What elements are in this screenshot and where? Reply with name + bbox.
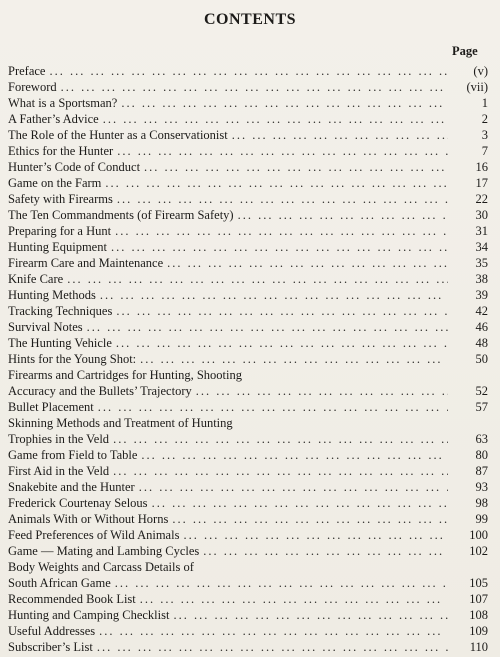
toc-entry-line: [8, 319, 488, 335]
toc-page-number: 17: [475, 176, 488, 190]
dot-leader: [115, 223, 448, 239]
toc-page-number: 100: [469, 528, 488, 542]
dot-leader: [238, 207, 448, 223]
toc-entry-title: First Aid in the Veld: [8, 464, 110, 478]
toc-entry-line: [8, 79, 488, 95]
toc-entry-line: [8, 95, 488, 111]
toc-page-number: (v): [473, 64, 488, 78]
toc-entry-title: Snakebite and the Hunter: [8, 480, 135, 494]
dot-leader: [105, 175, 448, 191]
toc-entry-title: Skinning Methods and Treatment of Hunting: [8, 416, 233, 430]
dot-leader: [117, 143, 448, 159]
toc-entry: [8, 447, 488, 463]
toc-entry-line: [8, 239, 488, 255]
toc-entry-title: The Hunting Vehicle: [8, 336, 112, 350]
toc-page-number: 30: [475, 208, 488, 222]
toc-entry-line: [8, 607, 488, 623]
toc-entry: [8, 63, 488, 79]
toc-entry: [8, 607, 488, 623]
toc-entry-line: [8, 111, 488, 127]
dot-leader: [141, 447, 448, 463]
toc-page-number: 80: [475, 448, 488, 462]
dot-leader: [144, 159, 448, 175]
toc-entry-line: [8, 223, 488, 239]
toc-entry: [8, 495, 488, 511]
dot-leader: [49, 63, 448, 79]
toc-entry-title: Hunter’s Code of Conduct: [8, 160, 141, 174]
toc-entry-title: Body Weights and Carcass Details of: [8, 560, 194, 574]
toc-entry-line: [8, 495, 488, 511]
toc-page-number: 31: [475, 224, 488, 238]
page-title: CONTENTS: [203, 11, 297, 28]
toc-entry-line: [8, 383, 488, 399]
toc-entry: [8, 623, 488, 639]
dot-leader: [103, 111, 448, 127]
toc-page-number: 105: [469, 576, 488, 590]
toc-entry-title: Safety with Firearms: [8, 192, 113, 206]
dot-leader: [203, 543, 448, 559]
toc-entry: [8, 127, 488, 143]
toc-entry-title: Accuracy and the Bullets’ Trajectory: [8, 384, 192, 398]
toc-page-number: 7: [481, 144, 488, 158]
dot-leader: [115, 575, 448, 591]
dot-leader: [183, 527, 448, 543]
toc-entry-line: [8, 127, 488, 143]
toc-page-number: 87: [475, 464, 488, 478]
toc-entry-title: Bullet Placement: [8, 400, 94, 414]
toc-entry-line: [8, 63, 488, 79]
toc-entry-line: [8, 447, 488, 463]
dot-leader: [111, 239, 448, 255]
toc-entry-title: Tracking Techniques: [8, 304, 113, 318]
toc-page-number: 1: [481, 96, 488, 110]
toc-entry: [8, 271, 488, 287]
dot-leader: [116, 335, 448, 351]
toc-entry: [8, 287, 488, 303]
toc-entry-title: Hunting Equipment: [8, 240, 107, 254]
dot-leader: [139, 479, 448, 495]
dot-leader: [116, 303, 448, 319]
toc-entry-title: Game — Mating and Lambing Cycles: [8, 544, 200, 558]
toc-entry-title: The Ten Commandments (of Firearm Safety): [8, 208, 234, 222]
toc-entry-line: [8, 575, 488, 591]
dot-leader: [67, 271, 448, 287]
toc-page-number: 50: [475, 352, 488, 366]
toc-entry-title: Ethics for the Hunter: [8, 144, 114, 158]
toc-entry: [8, 351, 488, 367]
toc-entry: [8, 527, 488, 543]
toc-page-number: 22: [475, 192, 488, 206]
toc-entry: [8, 255, 488, 271]
dot-leader: [61, 79, 448, 95]
toc-entry-title: Survival Notes: [8, 320, 83, 334]
toc-entry: [8, 559, 488, 591]
toc-entry: [8, 223, 488, 239]
toc-page-number: 48: [475, 336, 488, 350]
toc-entry-title: Firearms and Cartridges for Hunting, Shooting: [8, 368, 242, 382]
toc-entry-line: [8, 431, 488, 447]
toc-page-number: 42: [475, 304, 488, 318]
toc-entry-line: [8, 591, 488, 607]
toc-entry: [8, 591, 488, 607]
toc-entry: [8, 175, 488, 191]
toc-entry-title: Foreword: [8, 80, 57, 94]
toc-entry-title: Preface: [8, 64, 46, 78]
toc-entry-title: Useful Addresses: [8, 624, 96, 638]
toc-entry: [8, 415, 488, 447]
toc-entry-title: Trophies in the Veld: [8, 432, 110, 446]
toc-entry-line: [8, 367, 488, 383]
toc-entry: [8, 303, 488, 319]
dot-leader: [167, 255, 448, 271]
toc-entry: [8, 111, 488, 127]
toc-entry-line: [8, 415, 488, 431]
table-of-contents: [8, 63, 488, 655]
toc-entry-line: [8, 543, 488, 559]
toc-page-number: 110: [469, 640, 488, 654]
dot-leader: [113, 463, 448, 479]
toc-page-number: 107: [469, 592, 488, 606]
toc-entry-line: [8, 159, 488, 175]
toc-entry-title: Preparing for a Hunt: [8, 224, 112, 238]
toc-entry-title: Subscriber’s List: [8, 640, 93, 654]
toc-page-number: 35: [475, 256, 488, 270]
toc-entry: [8, 159, 488, 175]
toc-entry-line: [8, 335, 488, 351]
toc-entry: [8, 95, 488, 111]
toc-page-number: 63: [475, 432, 488, 446]
toc-page-number: 34: [475, 240, 488, 254]
toc-entry: [8, 143, 488, 159]
toc-entry: [8, 511, 488, 527]
page-column-heading: Page: [452, 44, 478, 58]
toc-entry: [8, 239, 488, 255]
toc-entry-line: [8, 351, 488, 367]
toc-page-number: 99: [475, 512, 488, 526]
toc-entry-title: Game on the Farm: [8, 176, 102, 190]
toc-entry-line: [8, 143, 488, 159]
dot-leader: [99, 623, 448, 639]
toc-page-number: 102: [469, 544, 488, 558]
toc-entry-title: The Role of the Hunter as a Conservationist: [8, 128, 228, 142]
toc-entry-line: [8, 559, 488, 575]
toc-page-number: 3: [481, 128, 488, 142]
dot-leader: [97, 639, 448, 655]
toc-page-number: 38: [475, 272, 488, 286]
toc-entry-title: Recommended Book List: [8, 592, 136, 606]
dot-leader: [152, 495, 448, 511]
toc-page-number: 46: [475, 320, 488, 334]
toc-entry-line: [8, 479, 488, 495]
toc-page-number: 16: [475, 160, 488, 174]
toc-page-number: 109: [469, 624, 488, 638]
toc-page-number: 57: [475, 400, 488, 414]
toc-page-number: 39: [475, 288, 488, 302]
toc-entry-line: [8, 255, 488, 271]
toc-entry-line: [8, 463, 488, 479]
toc-entry-line: [8, 175, 488, 191]
toc-entry: [8, 463, 488, 479]
toc-entry-title: Hunting Methods: [8, 288, 96, 302]
dot-leader: [140, 591, 448, 607]
toc-entry: [8, 335, 488, 351]
toc-entry: [8, 319, 488, 335]
toc-entry-line: [8, 207, 488, 223]
toc-entry-line: [8, 639, 488, 655]
toc-entry-title: Hints for the Young Shot:: [8, 352, 137, 366]
dot-leader: [232, 127, 448, 143]
toc-entry-line: [8, 527, 488, 543]
toc-entry-title: A Father’s Advice: [8, 112, 99, 126]
toc-entry: [8, 207, 488, 223]
toc-entry-title: Animals With or Without Horns: [8, 512, 169, 526]
dot-leader: [172, 511, 448, 527]
dot-leader: [140, 351, 448, 367]
dot-leader: [173, 607, 448, 623]
toc-page-number: 98: [475, 496, 488, 510]
toc-entry-title: Hunting and Camping Checklist: [8, 608, 170, 622]
dot-leader: [98, 399, 448, 415]
toc-entry: [8, 191, 488, 207]
toc-entry-title: Firearm Care and Maintenance: [8, 256, 164, 270]
toc-entry: [8, 367, 488, 399]
dot-leader: [87, 319, 448, 335]
toc-entry-line: [8, 303, 488, 319]
toc-entry: [8, 543, 488, 559]
dot-leader: [196, 383, 448, 399]
toc-entry-line: [8, 287, 488, 303]
toc-entry: [8, 479, 488, 495]
toc-page-number: 52: [475, 384, 488, 398]
toc-page-number: 108: [469, 608, 488, 622]
dot-leader: [121, 95, 448, 111]
dot-leader: [113, 431, 448, 447]
toc-page-number: 93: [475, 480, 488, 494]
toc-entry-line: [8, 623, 488, 639]
toc-page-number: 2: [481, 112, 488, 126]
toc-entry-line: [8, 511, 488, 527]
toc-entry: [8, 639, 488, 655]
toc-entry: [8, 399, 488, 415]
toc-entry-title: South African Game: [8, 576, 111, 590]
toc-entry-title: What is a Sportsman?: [8, 96, 118, 110]
toc-entry-title: Frederick Courtenay Selous: [8, 496, 148, 510]
toc-entry-line: [8, 271, 488, 287]
toc-entry-line: [8, 191, 488, 207]
toc-entry: [8, 79, 488, 95]
dot-leader: [100, 287, 448, 303]
toc-entry-title: Feed Preferences of Wild Animals: [8, 528, 180, 542]
dot-leader: [117, 191, 448, 207]
toc-entry-title: Game from Field to Table: [8, 448, 138, 462]
toc-page-number: (vii): [466, 80, 488, 94]
toc-entry-title: Knife Care: [8, 272, 64, 286]
toc-entry-line: [8, 399, 488, 415]
